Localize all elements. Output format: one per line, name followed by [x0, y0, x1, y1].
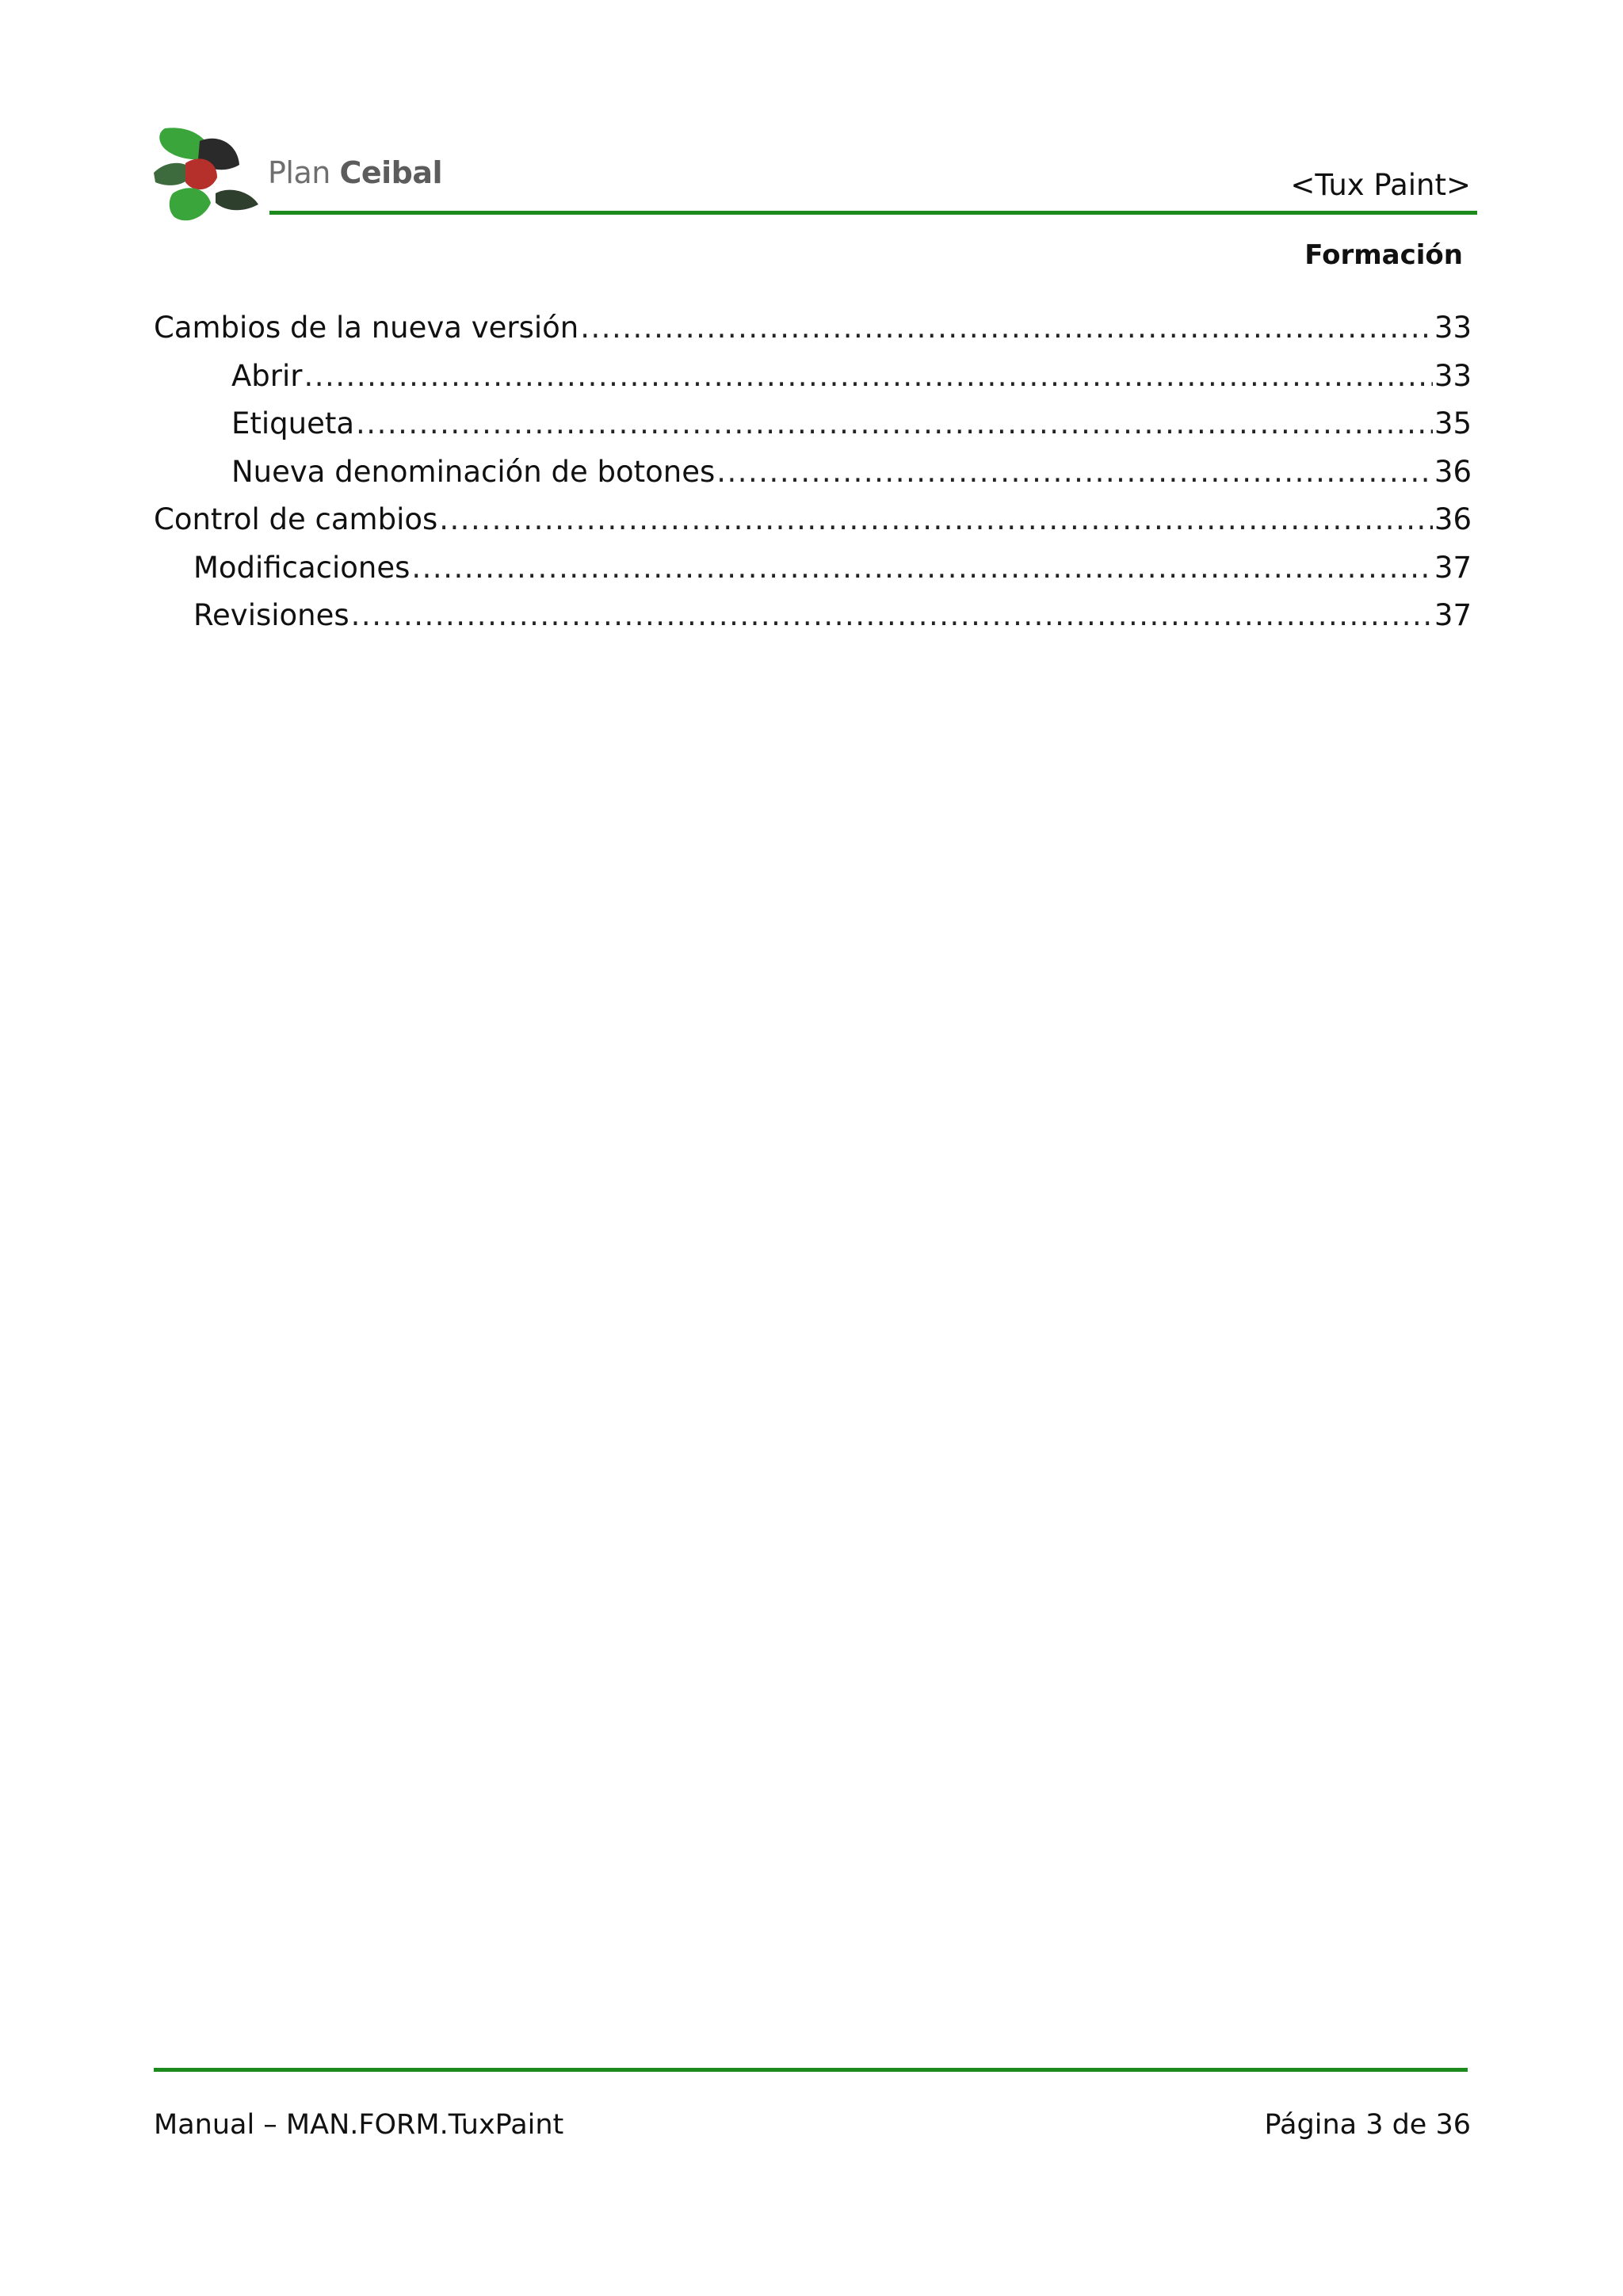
toc-entry[interactable]: [154, 598, 1472, 646]
plan-ceibal-logo-icon: [151, 125, 269, 230]
toc-entry-title: Cambios de la nueva versión: [154, 311, 579, 345]
toc-entry-title: Revisiones: [193, 598, 349, 632]
toc-entry-title: Modificaciones: [193, 550, 411, 585]
toc-entry-page: 35: [1434, 406, 1472, 441]
toc-dot-leader: [304, 359, 1433, 393]
toc-dot-leader: [716, 455, 1433, 489]
toc-dot-leader: [580, 311, 1433, 345]
footer-document-id: Manual – MAN.FORM.TuxPaint: [154, 2109, 564, 2141]
toc-entry-page: 33: [1434, 358, 1472, 393]
brand-name-part2: Ceibal: [339, 155, 442, 190]
toc-entry-page: 36: [1434, 502, 1472, 536]
toc-entry[interactable]: [154, 311, 1472, 359]
table-of-contents: [154, 311, 1472, 646]
toc-entry-page: 33: [1434, 311, 1472, 345]
toc-dot-leader: [439, 502, 1433, 536]
document-title: <Tux Paint>: [1290, 168, 1471, 202]
toc-dot-leader: [356, 406, 1433, 441]
toc-dot-leader: [411, 551, 1433, 585]
toc-dot-leader: [351, 598, 1433, 632]
toc-entry[interactable]: [154, 502, 1472, 551]
footer-divider: [154, 2068, 1468, 2072]
toc-entry[interactable]: [154, 455, 1472, 503]
section-label: Formación: [1304, 239, 1463, 271]
toc-entry[interactable]: [154, 406, 1472, 455]
toc-entry[interactable]: [154, 359, 1472, 407]
header-divider: [269, 211, 1477, 215]
toc-entry-title: Etiqueta: [231, 406, 355, 441]
toc-entry-page: 37: [1434, 598, 1472, 632]
toc-entry-title: Abrir: [231, 358, 303, 393]
toc-entry[interactable]: [154, 551, 1472, 599]
toc-entry-title: Nueva denominación de botones: [231, 454, 716, 489]
brand-name-part1: Plan: [268, 155, 330, 190]
footer-page-number: Página 3 de 36: [1264, 2109, 1471, 2141]
toc-entry-page: 37: [1434, 550, 1472, 585]
brand-name: [268, 155, 442, 190]
toc-entry-title: Control de cambios: [154, 502, 438, 536]
toc-entry-page: 36: [1434, 454, 1472, 489]
